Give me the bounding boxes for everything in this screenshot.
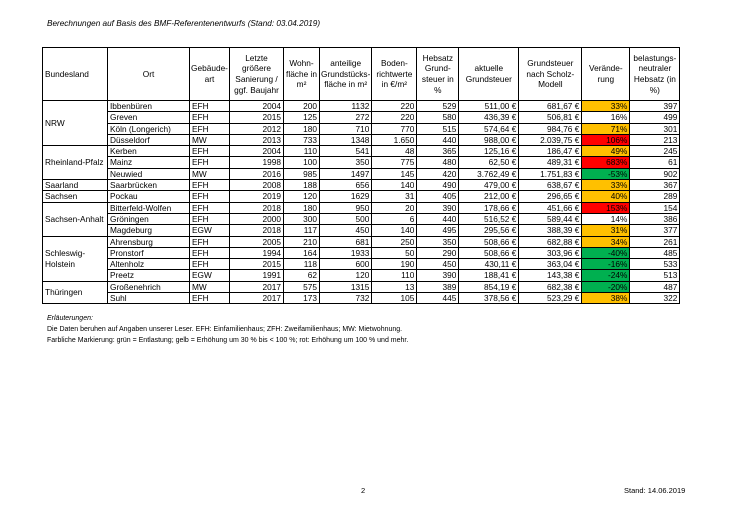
cell-wohnflaeche: 188 [284,180,320,191]
cell-aktuelle-grundsteuer: 854,19 € [459,281,519,292]
page-number: 2 [361,486,366,495]
cell-ort: Ahrensburg [108,236,190,247]
cell-wohnflaeche: 118 [284,259,320,270]
table-row [43,236,680,247]
cell-scholz-grundsteuer: 186,47 € [519,146,582,157]
cell-veraenderung: 40% [582,191,630,202]
cell-bodenrichtwert: 31 [372,191,417,202]
cell-veraenderung: 49% [582,146,630,157]
cell-wohnflaeche: 173 [284,293,320,304]
cell-ort: Altenholz [108,259,190,270]
cell-wohnflaeche: 62 [284,270,320,281]
footer-date: Stand: 14.06.2019 [624,486,686,495]
cell-ort: Saarbrücken [108,180,190,191]
cell-ort: Pronstorf [108,247,190,258]
notes-line-colors: Farbliche Markierung: grün = Entlastung; gelb = Erhöhung um 30 % bis < 100 %; rot: Erhöhung um 100 % und mehr. [47,337,409,344]
cell-grundstuecksflaeche: 1497 [320,168,372,179]
cell-scholz-grundsteuer: 388,39 € [519,225,582,236]
cell-ort: Pockau [108,191,190,202]
cell-veraenderung: -53% [582,168,630,179]
cell-scholz-grundsteuer: 303,96 € [519,247,582,258]
table-row [43,293,680,304]
cell-gebaeudeart: EFH [190,180,230,191]
cell-grundstuecksflaeche: 120 [320,270,372,281]
cell-neutraler-hebesatz: 261 [630,236,680,247]
cell-bundesland: Sachsen [43,191,108,202]
cell-scholz-grundsteuer: 143,38 € [519,270,582,281]
cell-aktuelle-grundsteuer: 508,66 € [459,247,519,258]
cell-bodenrichtwert: 110 [372,270,417,281]
header-row [43,48,680,101]
cell-scholz-grundsteuer: 984,76 € [519,123,582,134]
cell-neutraler-hebesatz: 322 [630,293,680,304]
cell-wohnflaeche: 120 [284,191,320,202]
cell-bodenrichtwert: 145 [372,168,417,179]
cell-aktuelle-grundsteuer: 988,00 € [459,134,519,145]
header-bundesland: Bundesland [43,48,108,101]
table-row [43,247,680,258]
cell-grundstuecksflaeche: 710 [320,123,372,134]
cell-neutraler-hebesatz: 245 [630,146,680,157]
cell-sanierung: 2019 [230,191,284,202]
table-row [43,270,680,281]
cell-grundstuecksflaeche: 681 [320,236,372,247]
cell-hebesatz: 420 [417,168,459,179]
header-wohnflaeche: Wohn-fläche in m² [284,48,320,101]
header-grundstuecksflaeche: anteilige Grundstücks-fläche in m² [320,48,372,101]
header-gebaeudeart: Gebäude-art [190,48,230,101]
cell-aktuelle-grundsteuer: 178,66 € [459,202,519,213]
cell-sanierung: 1991 [230,270,284,281]
cell-hebesatz: 450 [417,259,459,270]
cell-ort: Neuwied [108,168,190,179]
cell-veraenderung: -24% [582,270,630,281]
cell-aktuelle-grundsteuer: 436,39 € [459,112,519,123]
cell-aktuelle-grundsteuer: 511,00 € [459,101,519,112]
cell-bodenrichtwert: 1.650 [372,134,417,145]
cell-bodenrichtwert: 220 [372,101,417,112]
cell-aktuelle-grundsteuer: 3.762,49 € [459,168,519,179]
cell-wohnflaeche: 100 [284,157,320,168]
cell-veraenderung: 33% [582,101,630,112]
cell-veraenderung: 33% [582,180,630,191]
cell-wohnflaeche: 180 [284,202,320,213]
cell-neutraler-hebesatz: 499 [630,112,680,123]
cell-ort: Großenehrich [108,281,190,292]
cell-scholz-grundsteuer: 1.751,83 € [519,168,582,179]
cell-neutraler-hebesatz: 377 [630,225,680,236]
cell-scholz-grundsteuer: 589,44 € [519,213,582,224]
cell-bodenrichtwert: 190 [372,259,417,270]
cell-sanierung: 2000 [230,213,284,224]
cell-neutraler-hebesatz: 386 [630,213,680,224]
cell-sanierung: 2012 [230,123,284,134]
cell-veraenderung: -16% [582,259,630,270]
cell-hebesatz: 580 [417,112,459,123]
cell-hebesatz: 445 [417,293,459,304]
cell-sanierung: 1998 [230,157,284,168]
cell-aktuelle-grundsteuer: 574,64 € [459,123,519,134]
cell-scholz-grundsteuer: 681,67 € [519,101,582,112]
cell-bundesland: Sachsen-Anhalt [43,202,108,236]
cell-bodenrichtwert: 250 [372,236,417,247]
cell-grundstuecksflaeche: 1348 [320,134,372,145]
cell-veraenderung: 34% [582,236,630,247]
cell-grundstuecksflaeche: 1132 [320,101,372,112]
cell-gebaeudeart: MW [190,134,230,145]
table-row [43,168,680,179]
table-row [43,146,680,157]
cell-sanierung: 2013 [230,134,284,145]
cell-sanierung: 2015 [230,112,284,123]
cell-bodenrichtwert: 775 [372,157,417,168]
cell-bundesland: Thüringen [43,281,108,304]
cell-gebaeudeart: EFH [190,236,230,247]
cell-ort: Preetz [108,270,190,281]
cell-grundstuecksflaeche: 950 [320,202,372,213]
cell-aktuelle-grundsteuer: 479,00 € [459,180,519,191]
cell-hebesatz: 290 [417,247,459,258]
cell-sanierung: 2016 [230,168,284,179]
cell-hebesatz: 390 [417,270,459,281]
cell-grundstuecksflaeche: 450 [320,225,372,236]
cell-veraenderung: 106% [582,134,630,145]
cell-bodenrichtwert: 13 [372,281,417,292]
cell-wohnflaeche: 110 [284,146,320,157]
cell-scholz-grundsteuer: 638,67 € [519,180,582,191]
cell-hebesatz: 480 [417,157,459,168]
cell-ort: Mainz [108,157,190,168]
cell-bodenrichtwert: 140 [372,180,417,191]
cell-gebaeudeart: EFH [190,146,230,157]
table-row [43,225,680,236]
cell-veraenderung: 38% [582,293,630,304]
cell-scholz-grundsteuer: 682,88 € [519,236,582,247]
cell-aktuelle-grundsteuer: 378,56 € [459,293,519,304]
notes [47,313,408,346]
header-ort: Ort [108,48,190,101]
cell-aktuelle-grundsteuer: 516,52 € [459,213,519,224]
cell-ort: Magdeburg [108,225,190,236]
cell-gebaeudeart: MW [190,281,230,292]
cell-neutraler-hebesatz: 289 [630,191,680,202]
cell-veraenderung: -40% [582,247,630,258]
cell-sanierung: 2015 [230,259,284,270]
cell-gebaeudeart: EFH [190,213,230,224]
cell-bodenrichtwert: 140 [372,225,417,236]
table-row [43,134,680,145]
cell-neutraler-hebesatz: 487 [630,281,680,292]
cell-veraenderung: 683% [582,157,630,168]
header-aktuelle-grundsteuer: aktuelle Grundsteuer [459,48,519,101]
cell-gebaeudeart: EFH [190,202,230,213]
cell-ort: Ibbenbüren [108,101,190,112]
cell-grundstuecksflaeche: 1629 [320,191,372,202]
table-row [43,202,680,213]
cell-aktuelle-grundsteuer: 295,56 € [459,225,519,236]
cell-aktuelle-grundsteuer: 508,66 € [459,236,519,247]
cell-sanierung: 2017 [230,293,284,304]
cell-grundstuecksflaeche: 1315 [320,281,372,292]
cell-bodenrichtwert: 50 [372,247,417,258]
cell-sanierung: 2018 [230,225,284,236]
cell-wohnflaeche: 733 [284,134,320,145]
cell-wohnflaeche: 210 [284,236,320,247]
cell-grundstuecksflaeche: 600 [320,259,372,270]
cell-veraenderung: 14% [582,213,630,224]
cell-neutraler-hebesatz: 513 [630,270,680,281]
cell-grundstuecksflaeche: 272 [320,112,372,123]
cell-wohnflaeche: 300 [284,213,320,224]
cell-gebaeudeart: EFH [190,293,230,304]
cell-sanierung: 2005 [230,236,284,247]
cell-veraenderung: 153% [582,202,630,213]
table-row [43,112,680,123]
cell-sanierung: 2017 [230,281,284,292]
cell-scholz-grundsteuer: 296,65 € [519,191,582,202]
cell-grundstuecksflaeche: 541 [320,146,372,157]
cell-scholz-grundsteuer: 363,04 € [519,259,582,270]
cell-scholz-grundsteuer: 2.039,75 € [519,134,582,145]
cell-gebaeudeart: EFH [190,101,230,112]
cell-gebaeudeart: EFH [190,247,230,258]
cell-gebaeudeart: EGW [190,225,230,236]
table-row [43,191,680,202]
cell-scholz-grundsteuer: 506,81 € [519,112,582,123]
cell-ort: Greven [108,112,190,123]
cell-bodenrichtwert: 20 [372,202,417,213]
header-hebesatz: Hebsatz Grund-steuer in % [417,48,459,101]
cell-bundesland: Saarland [43,180,108,191]
cell-grundstuecksflaeche: 656 [320,180,372,191]
cell-hebesatz: 405 [417,191,459,202]
cell-hebesatz: 440 [417,213,459,224]
cell-neutraler-hebesatz: 301 [630,123,680,134]
cell-sanierung: 2004 [230,101,284,112]
cell-ort: Köln (Longerich) [108,123,190,134]
cell-grundstuecksflaeche: 350 [320,157,372,168]
table-row [43,213,680,224]
cell-hebesatz: 350 [417,236,459,247]
cell-wohnflaeche: 117 [284,225,320,236]
cell-ort: Suhl [108,293,190,304]
header-neutraler-hebesatz: belastungs-neutraler Hebsatz (in %) [630,48,680,101]
cell-bodenrichtwert: 6 [372,213,417,224]
cell-hebesatz: 440 [417,134,459,145]
cell-veraenderung: 71% [582,123,630,134]
cell-bundesland: Schleswig-Holstein [43,236,108,281]
cell-neutraler-hebesatz: 154 [630,202,680,213]
cell-aktuelle-grundsteuer: 212,00 € [459,191,519,202]
table-row [43,180,680,191]
table-row [43,281,680,292]
cell-grundstuecksflaeche: 500 [320,213,372,224]
notes-title: Erläuterungen: [47,315,93,322]
cell-gebaeudeart: MW [190,168,230,179]
table-row [43,157,680,168]
cell-sanierung: 1994 [230,247,284,258]
cell-neutraler-hebesatz: 61 [630,157,680,168]
cell-wohnflaeche: 575 [284,281,320,292]
cell-hebesatz: 390 [417,202,459,213]
cell-aktuelle-grundsteuer: 125,16 € [459,146,519,157]
notes-line-abbreviations: Die Daten beruhen auf Angaben unserer Leser. EFH: Einfamilienhaus; ZFH: Zweifamilienhaus; MW: Mietwohnung. [47,326,403,333]
table-row [43,101,680,112]
cell-gebaeudeart: EGW [190,270,230,281]
cell-scholz-grundsteuer: 489,31 € [519,157,582,168]
cell-bodenrichtwert: 770 [372,123,417,134]
cell-hebesatz: 529 [417,101,459,112]
cell-aktuelle-grundsteuer: 430,11 € [459,259,519,270]
cell-ort: Gröningen [108,213,190,224]
cell-gebaeudeart: EFH [190,259,230,270]
cell-bundesland: NRW [43,101,108,146]
data-table [42,47,680,304]
cell-hebesatz: 515 [417,123,459,134]
cell-wohnflaeche: 125 [284,112,320,123]
cell-ort: Bitterfeld-Wolfen [108,202,190,213]
cell-wohnflaeche: 200 [284,101,320,112]
cell-grundstuecksflaeche: 1933 [320,247,372,258]
header-sanierung: Letzte größere Sanierung / ggf. Baujahr [230,48,284,101]
cell-bodenrichtwert: 105 [372,293,417,304]
table-row [43,259,680,270]
cell-hebesatz: 389 [417,281,459,292]
cell-wohnflaeche: 180 [284,123,320,134]
cell-gebaeudeart: EFH [190,191,230,202]
cell-neutraler-hebesatz: 367 [630,180,680,191]
cell-gebaeudeart: EFH [190,157,230,168]
cell-neutraler-hebesatz: 485 [630,247,680,258]
cell-scholz-grundsteuer: 682,38 € [519,281,582,292]
header-scholz-modell: Grundsteuer nach Scholz-Modell [519,48,582,101]
cell-ort: Düsseldorf [108,134,190,145]
cell-veraenderung: 16% [582,112,630,123]
cell-gebaeudeart: EFH [190,112,230,123]
table-row [43,123,680,134]
cell-hebesatz: 365 [417,146,459,157]
cell-wohnflaeche: 164 [284,247,320,258]
cell-neutraler-hebesatz: 397 [630,101,680,112]
cell-wohnflaeche: 985 [284,168,320,179]
page-title: Berechnungen auf Basis des BMF-Referentenentwurfs (Stand: 03.04.2019) [47,19,321,28]
cell-neutraler-hebesatz: 213 [630,134,680,145]
cell-aktuelle-grundsteuer: 188,41 € [459,270,519,281]
cell-hebesatz: 495 [417,225,459,236]
cell-sanierung: 2008 [230,180,284,191]
header-bodenrichtwerte: Boden-richtwerte in €/m² [372,48,417,101]
cell-grundstuecksflaeche: 732 [320,293,372,304]
cell-scholz-grundsteuer: 451,66 € [519,202,582,213]
cell-neutraler-hebesatz: 902 [630,168,680,179]
cell-hebesatz: 490 [417,180,459,191]
cell-aktuelle-grundsteuer: 62,50 € [459,157,519,168]
cell-neutraler-hebesatz: 533 [630,259,680,270]
cell-gebaeudeart: EFH [190,123,230,134]
cell-sanierung: 2018 [230,202,284,213]
cell-veraenderung: -20% [582,281,630,292]
cell-bundesland: Rheinland-Pfalz [43,146,108,180]
cell-scholz-grundsteuer: 523,29 € [519,293,582,304]
cell-sanierung: 2004 [230,146,284,157]
cell-bodenrichtwert: 220 [372,112,417,123]
cell-veraenderung: 31% [582,225,630,236]
cell-bodenrichtwert: 48 [372,146,417,157]
cell-ort: Kerben [108,146,190,157]
header-veraenderung: Verände-rung [582,48,630,101]
